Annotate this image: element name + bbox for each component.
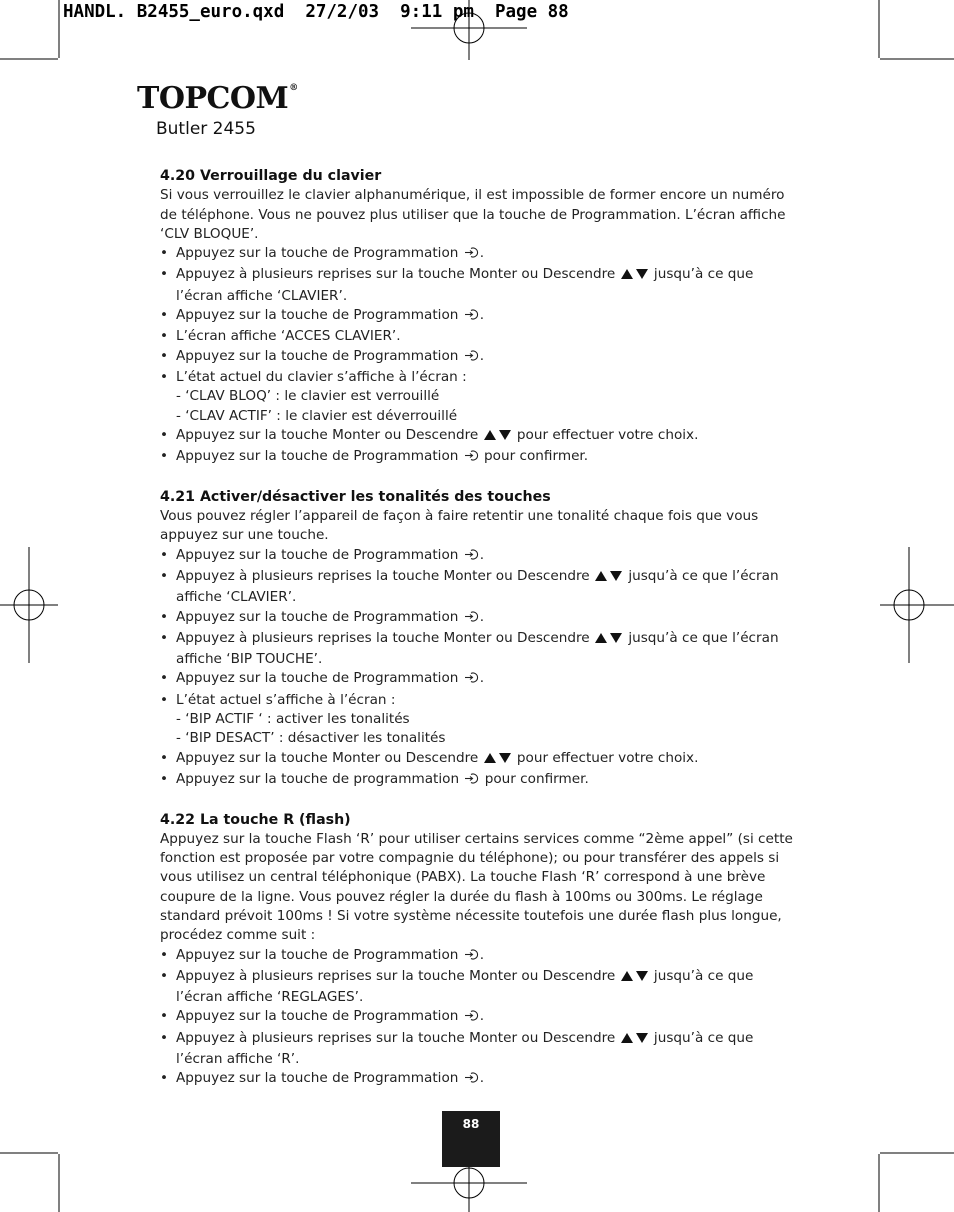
sub-option: - ‘CLAV ACTIF’ : le clavier est déverrouillé: [176, 407, 458, 424]
page-number-box: [442, 1111, 500, 1167]
list-item: [160, 691, 800, 749]
step-text: Appuyez sur la touche de Programmation: [176, 670, 463, 687]
step-text: Appuyez sur la touche de Programmation: [176, 307, 463, 324]
topcom-logo: [137, 81, 298, 116]
step-text: Appuyez sur la touche Monter ou Descendre: [176, 426, 483, 443]
step-text-end: .: [479, 307, 485, 324]
section-title: 4.21 Activer/désactiver les tonalités des touches: [160, 488, 551, 505]
list-item: [160, 669, 800, 690]
step-text-end: .: [479, 670, 485, 687]
step-text-end: .: [479, 1070, 485, 1087]
step-text-end: jusqu’à ce que l’écran affiche ‘BIP TOUCHE’.: [176, 629, 779, 668]
sub-option: - ‘BIP ACTIF ‘ : activer les tonalités: [176, 711, 410, 728]
programming-key-icon: [463, 948, 480, 967]
section: [160, 811, 800, 1091]
up-down-arrows-icon: [594, 569, 624, 588]
list-item: [160, 946, 800, 967]
list-item: [160, 306, 800, 327]
section-intro: Si vous verrouillez le clavier alphanumérique, il est impossible de former encore un numéro de téléphone. Vous ne pouvez plus utiliser que la touche de Programmation. L’écran affiche ‘CLV BLOQUE’.: [160, 187, 786, 242]
step-text: Appuyez à plusieurs reprises la touche Monter ou Descendre: [176, 567, 594, 584]
step-text-end: .: [479, 546, 485, 563]
list-item: [160, 347, 800, 368]
section-intro: Appuyez sur la touche Flash ‘R’ pour utiliser certains services comme “2ème appel” (si cette fonction est proposée par votre compagnie du téléphone); ou pour transférer des appels si vous utilisez un central téléphonique (PABX). La touche Flash ‘R’ correspond à une brève coupure de la ligne. Vous pouvez régler la durée du flash à 100ms ou 300ms. Le réglage standard prévoit 100ms ! Si votre système nécessite toutefois une durée flash plus longue, procédez comme suit :: [160, 830, 793, 944]
up-down-arrows-icon: [620, 969, 650, 988]
steps-list: [160, 546, 800, 792]
programming-key-icon: [463, 246, 480, 265]
list-item: [160, 447, 800, 468]
model-name: Butler 2455: [156, 119, 256, 139]
step-text-end: .: [479, 608, 485, 625]
step-text-end: .: [479, 245, 485, 262]
programming-key-icon: [463, 308, 480, 327]
list-item: [160, 265, 800, 306]
programming-key-icon: [463, 610, 480, 629]
programming-key-icon: [463, 1071, 480, 1090]
step-text: Appuyez à plusieurs reprises sur la touche Monter ou Descendre: [176, 266, 620, 283]
page-number: 88: [462, 1117, 480, 1131]
list-item: [160, 546, 800, 567]
list-item: [160, 1069, 800, 1090]
section-title: 4.20 Verrouillage du clavier: [160, 168, 382, 184]
step-text-end: pour effectuer votre choix.: [512, 426, 699, 443]
registered-mark: ®: [289, 83, 298, 93]
step-text: Appuyez sur la touche de Programmation: [176, 946, 463, 963]
sub-option: - ‘BIP DESACT’ : désactiver les tonalités: [176, 730, 446, 747]
up-down-arrows-icon: [483, 428, 513, 447]
list-item: [160, 1007, 800, 1028]
list-item: [160, 629, 800, 670]
step-text: Appuyez sur la touche de Programmation: [176, 448, 463, 465]
step-text-end: jusqu’à ce que l’écran affiche ‘R’.: [176, 1029, 754, 1068]
list-item: [160, 967, 800, 1008]
print-slug: HANDL. B2455_euro.qxd 27/2/03 9:11 pm Page 88: [63, 2, 569, 22]
manual-content: [160, 167, 800, 1091]
steps-list: [160, 244, 800, 468]
step-text: Appuyez à plusieurs reprises la touche Monter ou Descendre: [176, 629, 594, 646]
up-down-arrows-icon: [620, 267, 650, 286]
step-text: Appuyez sur la touche de Programmation: [176, 546, 463, 563]
section-intro: Vous pouvez régler l’appareil de façon à faire retentir une tonalité chaque fois que vous appuyez sur une touche.: [160, 508, 759, 544]
step-text-end: jusqu’à ce que l’écran affiche ‘CLAVIER’.: [176, 266, 754, 304]
up-down-arrows-icon: [483, 751, 513, 770]
section: [160, 488, 800, 791]
list-item: [160, 244, 800, 265]
step-text: Appuyez sur la touche de Programmation: [176, 1070, 463, 1087]
step-text: Appuyez sur la touche de Programmation: [176, 347, 463, 364]
list-item: [160, 426, 800, 447]
programming-key-icon: [463, 548, 480, 567]
up-down-arrows-icon: [620, 1031, 650, 1050]
section-title: 4.22 La touche R (flash): [160, 811, 351, 828]
programming-key-icon: [463, 671, 480, 690]
programming-key-icon: [463, 349, 480, 368]
step-text: Appuyez à plusieurs reprises sur la touche Monter ou Descendre: [176, 967, 620, 984]
step-text: L’écran affiche ‘ACCES CLAVIER’.: [176, 328, 401, 345]
section: [160, 167, 800, 468]
step-text-end: pour confirmer.: [480, 770, 589, 787]
list-item: [160, 327, 800, 346]
sub-option: - ‘CLAV BLOQ’ : le clavier est verrouillé: [176, 388, 440, 405]
steps-list: [160, 946, 800, 1091]
step-text: Appuyez à plusieurs reprises sur la touche Monter ou Descendre: [176, 1029, 620, 1046]
programming-key-icon: [463, 772, 480, 791]
up-down-arrows-icon: [594, 631, 624, 650]
step-text: Appuyez sur la touche de Programmation: [176, 608, 463, 625]
logo-text: TOPCOM: [137, 81, 289, 116]
step-text: Appuyez sur la touche de Programmation: [176, 245, 463, 262]
step-text-end: jusqu’à ce que l’écran affiche ‘CLAVIER’.: [176, 567, 779, 606]
step-text: Appuyez sur la touche de programmation: [176, 770, 464, 787]
step-text: L’état actuel du clavier s’affiche à l’écran :: [176, 368, 467, 385]
step-text-end: .: [479, 347, 485, 364]
list-item: [160, 770, 800, 791]
step-text-end: jusqu’à ce que l’écran affiche ‘REGLAGES’.: [176, 967, 754, 1006]
list-item: [160, 749, 800, 770]
list-item: [160, 567, 800, 608]
step-text: Appuyez sur la touche Monter ou Descendre: [176, 749, 483, 766]
step-text-end: pour effectuer votre choix.: [512, 749, 699, 766]
step-text: L’état actuel s’affiche à l’écran :: [176, 691, 396, 708]
list-item: [160, 608, 800, 629]
step-text: Appuyez sur la touche de Programmation: [176, 1008, 463, 1025]
step-text-end: .: [479, 1008, 485, 1025]
step-text-end: .: [479, 946, 485, 963]
programming-key-icon: [463, 1009, 480, 1028]
list-item: [160, 368, 800, 426]
list-item: [160, 1029, 800, 1070]
programming-key-icon: [463, 449, 480, 468]
step-text-end: pour confirmer.: [479, 448, 589, 465]
